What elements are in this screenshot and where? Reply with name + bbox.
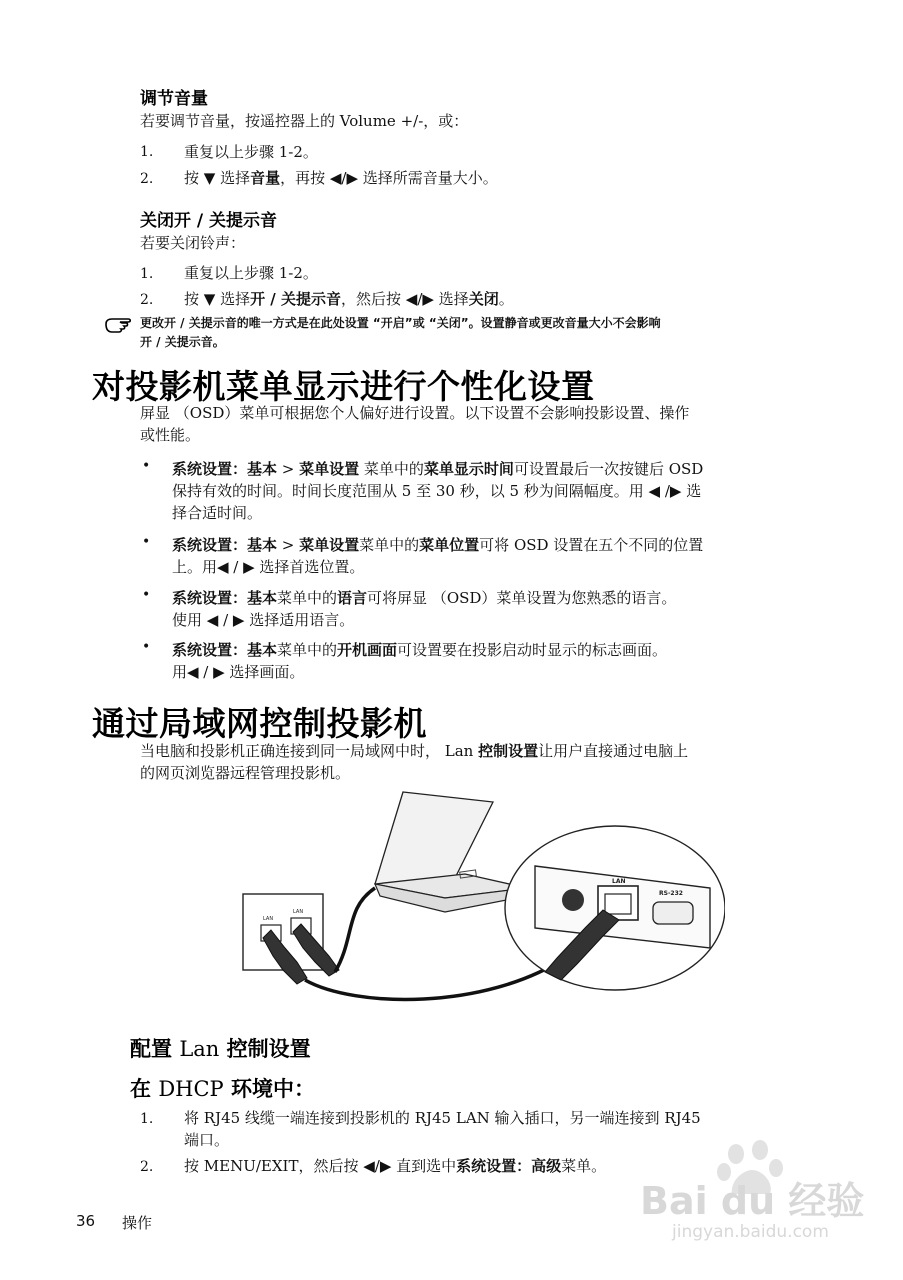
lan-heading: 通过局域网控制投影机 [92,704,427,743]
osd-bullet-4-dot: • [142,639,151,655]
osd-bullet-1-dot: • [142,458,151,474]
tone-intro: 若要关闭铃声： [140,234,246,252]
osd-bullet-3: 系统设置：基本菜单中的语言可将屏显 （OSD）菜单设置为您熟悉的语言。 使用 ◀ / ▶ 选择适用语言。 [172,589,677,629]
osd-heading: 对投影机菜单显示进行个性化设置 [92,367,595,406]
page-number: 36 [76,1212,96,1230]
tone-step2-num: 2. [140,292,154,308]
laptop-icon [375,792,527,912]
osd-intro: 屏显 （OSD）菜单可根据您个人偏好进行设置。以下设置不会影响投影设置、操作 或性能。 [140,404,690,444]
tone-step1: 重复以上步骤 1-2。 [184,264,318,282]
note-hand-icon [104,315,136,337]
tone-step1-num: 1. [140,266,154,282]
watermark-brand: Bai du 经验 [640,1179,865,1223]
lan-connection-figure [235,788,725,1018]
lan-step2: 按 MENU/EXIT，然后按 ◀/▶ 直到选中系统设置：高级菜单。 [184,1157,607,1175]
osd-bullet-1: 系统设置：基本 > 菜单设置 菜单中的菜单显示时间可设置最后一次按键后 OSD 保持有效的时间。时间长度范围从 5 至 30 秒，以 5 秒为间隔幅度。用 ◀ /▶ 选 择合适时间。 [172,460,704,522]
svg-text:LAN: LAN [263,916,274,922]
volume-step2-num: 2. [140,171,154,187]
dhcp-title: 在 DHCP 环境中： [130,1077,315,1101]
volume-title: 调节音量 [140,89,208,109]
tone-title: 关闭开 / 关提示音 [140,211,278,231]
osd-bullet-3-dot: • [142,587,151,603]
volume-step1-num: 1. [140,144,154,160]
watermark-url: jingyan.baidu.com [672,1222,829,1242]
osd-bullet-4: 系统设置：基本菜单中的开机画面可设置要在投影启动时显示的标志画面。 用◀ / ▶ 选择画面。 [172,641,668,681]
svg-text:RS-232: RS-232 [659,890,683,897]
volume-step1: 重复以上步骤 1-2。 [184,143,318,161]
lan-cable [305,958,565,999]
laptop-cable [335,888,375,972]
osd-bullet-2-dot: • [142,534,151,550]
footer-section: 操作 [122,1214,153,1232]
tone-step2: 按 ▼ 选择开 / 关提示音，然后按 ◀/▶ 选择关闭。 [184,290,514,308]
config-title: 配置 Lan 控制设置 [130,1037,311,1061]
lan-step1: 将 RJ45 线缆一端连接到投影机的 RJ45 LAN 输入插口，另一端连接到 RJ45 端口。 [184,1109,701,1149]
lan-intro: 当电脑和投影机正确连接到同一局域网中时， Lan 控制设置让用户直接通过电脑上 的网页浏览器远程管理投影机。 [140,742,689,782]
lan-step1-num: 1. [140,1111,154,1127]
volume-intro: 若要调节音量，按遥控器上的 Volume +/-，或： [140,112,469,130]
svg-text:LAN: LAN [612,878,626,885]
projector-panel-icon [505,826,725,990]
osd-bullet-2: 系统设置：基本 > 菜单设置菜单中的菜单位置可将 OSD 设置在五个不同的位置 上。用◀ / ▶ 选择首选位置。 [172,536,704,576]
tone-note: 更改开 / 关提示音的唯一方式是在此处设置 “开启”或 “关闭”。设置静音或更改音量大小不会影响 开 / 关提示音。 [140,316,661,349]
lan-step2-num: 2. [140,1159,154,1175]
svg-text:LAN: LAN [293,909,304,915]
volume-step2: 按 ▼ 选择音量，再按 ◀/▶ 选择所需音量大小。 [184,169,498,187]
